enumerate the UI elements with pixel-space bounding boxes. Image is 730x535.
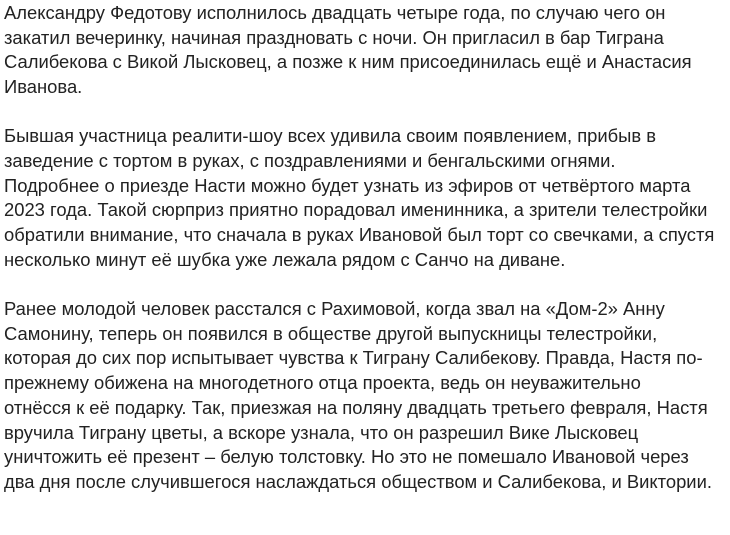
text-line: заведение с тортом в руках, с поздравлениями и бенгальскими огнями. [4,150,616,172]
paragraph-1 [4,0,730,100]
text-line: несколько минут её шубка уже лежала рядом с Санчо на диване. [4,248,566,270]
text-line: Бывшая участница реалити-шоу всех удивила своим появлением, прибыв в [4,125,657,147]
paragraph-2 [4,124,730,272]
text-line: закатил вечеринку, начиная праздновать с ночи. Он пригласил в бар Тиграна [4,26,664,48]
text-line: Салибекова с Викой Лысковец, а позже к ним присоединилась ещё и Анастасия [4,51,692,73]
text-line: обратили внимание, что сначала в руках Ивановой был торт со свечками, а спустя [4,224,715,246]
text-line: Александру Федотову исполнилось двадцать четыре года, по случаю чего он [4,2,666,23]
paragraph-3 [4,297,730,495]
text-line: отнёсся к её подарку. Так, приезжая на поляну двадцать третьего февраля, Настя [4,396,708,418]
text-line: Самонину, теперь он появился в обществе другой выпускницы телестройки, [4,322,658,344]
text-line: Подробнее о приезде Насти можно будет узнать из эфиров от четвёртого марта [4,174,691,196]
text-line: прежнему обижена на многодетного отца проекта, ведь он неуважительно [4,372,641,394]
text-line: 2023 года. Такой сюрприз приятно порадовал именинника, а зрители телестройки [4,199,708,221]
text-line: уничтожить её презент – белую толстовку. Но это не помешало Ивановой через [4,446,689,468]
text-line: Иванова. [4,76,83,98]
text-line: два дня после случившегося наслаждаться обществом и Салибекова, и Виктории. [4,470,712,492]
text-line: вручила Тиграну цветы, а вскоре узнала, что он разрешил Вике Лысковец [4,421,639,443]
article-body [4,0,730,495]
text-line: которая до сих пор испытывает чувства к Тиграну Салибекову. Правда, Настя по- [4,347,703,369]
text-line: Ранее молодой человек расстался с Рахимовой, когда звал на «Дом-2» Анну [4,298,665,320]
